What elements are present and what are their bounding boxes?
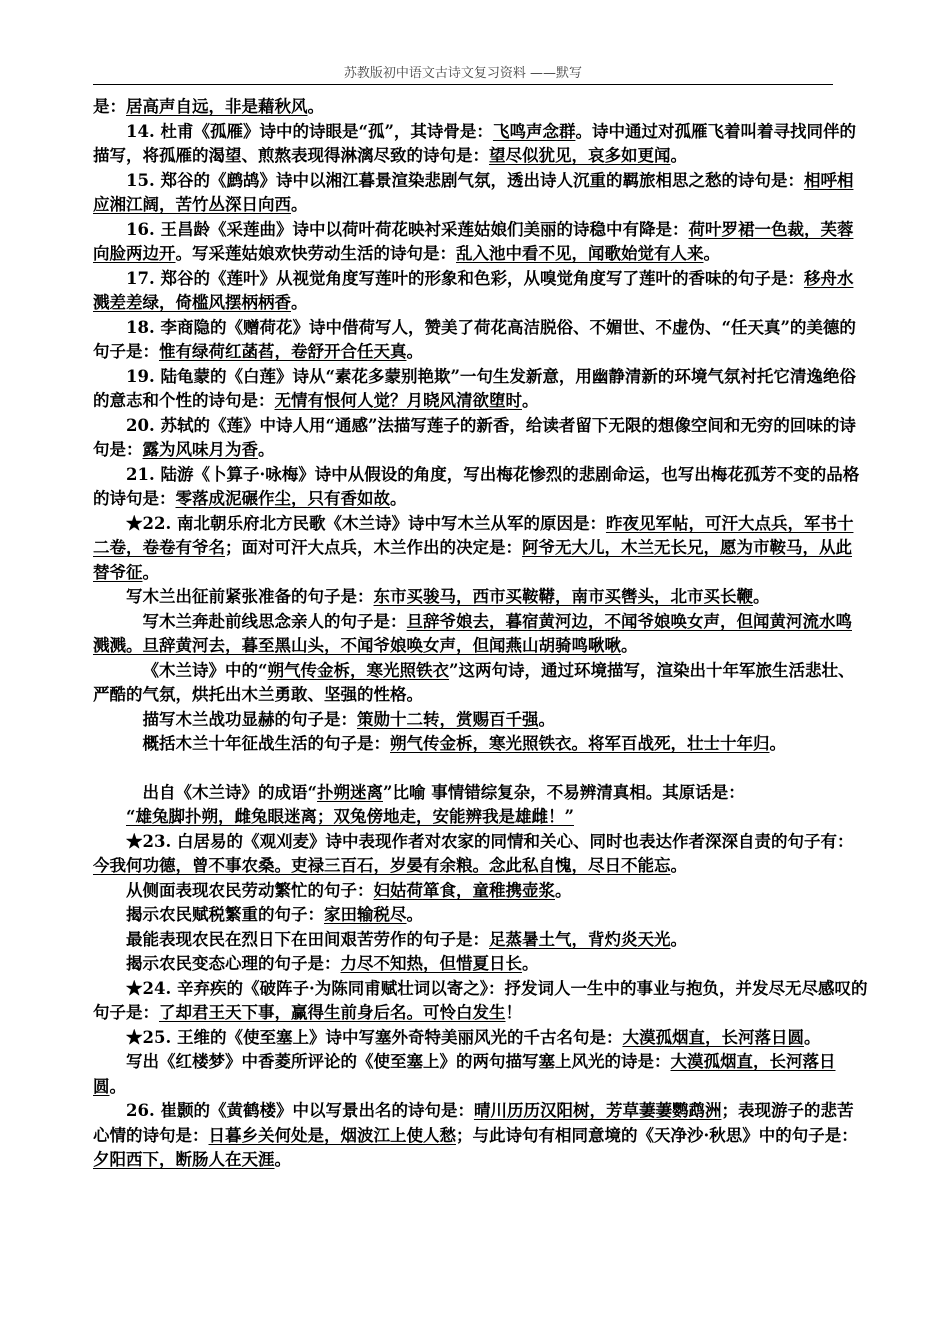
item-15: 15. 郑谷的《鹧鸪》诗中以湘江暮景渲染悲剧气氛，透出诗人沉重的羁旅相思之愁的诗句是：相呼相应湘江阔，苦竹丛深日向西。 (93, 170, 854, 214)
item-25: ★25. 王维的《使至塞上》诗中写塞外奇特美丽风光的千古名句是：大漠孤烟直，长河落日圆。 (126, 1027, 821, 1047)
answer: 妇姑荷箪食，童稚携壶浆 (373, 880, 555, 900)
answer: 策勋十二转，赏赐百千强 (357, 709, 539, 729)
answer: 日暮乡关何处是，烟波江上使人愁 (208, 1125, 456, 1145)
answer: 东市买骏马，西市买鞍鞯，南市买辔头，北市买长鞭 (373, 587, 753, 606)
answer: 零落成泥碾作尘，只有香如故 (175, 489, 390, 508)
header-divider (93, 84, 833, 85)
item-25-sub-1: 写出《红楼梦》中香菱所评论的《使至塞上》的两句描写塞上风光的诗是：大漠孤烟直，长河落日圆。 (93, 1052, 836, 1096)
item-22-sub-5: 概括木兰十年征战生活的句子是：朔气传金柝，寒光照铁衣。将军百战死，壮士十年归。 (142, 734, 786, 753)
item-21: 21. 陆游《卜算子·咏梅》诗中从假设的角度，写出梅花惨烈的悲剧命运，也写出梅花孤芳不变的品格的诗句是：零落成泥碾作尘，只有香如故。 (93, 464, 860, 508)
item-22-quote (93, 805, 868, 830)
answer: 飞鸣声念群 (492, 121, 576, 141)
answer: 朔气传金柝，寒光照铁衣。将军百战死，壮士十年归 (390, 734, 770, 753)
answer: 惟有绿荷红菡萏，卷舒开合任天真 (159, 342, 407, 361)
item-23-sub-1: 从侧面表现农民劳动繁忙的句子：妇姑荷箪食，童稚携壶浆。 (126, 880, 572, 900)
item-23-sub-4: 揭示农民变态心理的句子是：力尽不知热，但惜夏日长。 (126, 954, 539, 973)
answer: 相呼相应湘江阔，苦竹丛深日向西 (93, 170, 854, 214)
item-23-sub-3: 最能表现农民在烈日下在田间艰苦劳作的句子是：足蒸暑土气，背灼炎天光。 (126, 929, 687, 949)
star-icon: ★ (126, 831, 143, 851)
answer: 昨夜见军帖，可汗大点兵，军书十二卷，卷卷有爷名 (93, 513, 854, 557)
item-16: 16. 王昌龄《采莲曲》诗中以荷叶荷花映衬采莲姑娘们美丽的诗稳中有降是：荷叶罗裙一色裁，芙蓉向脸两边开。写采莲姑娘欢快劳动生活的诗句是：乱入池中看不见，闻歌始觉有人来。 (93, 219, 854, 263)
page-header: 苏教版初中语文古诗文复习资料 ——默写 (343, 66, 583, 81)
item-26: 26. 崔颢的《黄鹤楼》中以写景出名的诗句是：晴川历历汉阳树，芳草萋萋鹦鹉洲；表现游子的悲苦心情的诗句是：日暮乡关何处是，烟波江上使人愁；与此诗句有相同意境的《天净沙·秋思》中的句子是：夕阳西下，断肠人在天涯。 (93, 1101, 858, 1169)
item-22-sub-4: 描写木兰战功显赫的句子是：策勋十二转，赏赐百千强。 (142, 709, 555, 729)
answer: 阿爷无大儿，木兰无长兄，愿为市鞍马，从此替爷征 (93, 538, 852, 582)
item-23-sub-2: 揭示农民赋税繁重的句子：家田输税尽。 (126, 905, 423, 924)
item-14: 14. 杜甫《孤雁》诗中的诗眼是“孤”，其诗骨是：飞鸣声念群。诗中通过对孤雁飞着叫着寻找同伴的描写，将孤雁的渴望、煎熬表现得淋漓尽致的诗句是：望尽似犹见，哀多如更闻。 (93, 121, 856, 165)
item-18: 18. 李商隐的《赠荷花》诗中借荷写人，赞美了荷花高洁脱俗、不媚世、不虚伪、“任天真”的美德的句子是：惟有绿荷红菡萏，卷舒开合任天真。 (93, 317, 856, 361)
star-icon: ★ (126, 513, 143, 533)
item-22-sub-3: 《木兰诗》中的“朔气传金柝，寒光照铁衣”这两句诗，通过环境描写，渲染出十年军旅生活悲壮、严酷的气氛，烘托出木兰勇敢、坚强的性格。 (93, 660, 855, 704)
answer: 望尽似犹见，哀多如更闻 (489, 146, 671, 165)
answer: 朔气传金柝，寒光照铁衣 (267, 660, 449, 680)
answer: 乱入池中看不见，闻歌始觉有人来 (456, 244, 704, 263)
item-19: 19. 陆龟蒙的《白莲》诗从“素花多蒙别艳欺”一句生发新意，用幽静清新的环境气氛衬托它清逸绝俗的意志和个性的诗句是：无情有恨何人觉？月晓风清欲堕时。 (93, 366, 856, 410)
answer: 足蒸暑土气，背灼炎天光 (489, 929, 671, 949)
document-body (93, 95, 868, 1173)
answer: 旦辞爷娘去，暮宿黄河边，不闻爷娘唤女声，但闻黄河流水鸣溅溅。旦辞黄河去，暮至黑山头，不闻爷娘唤女声，但闻燕山胡骑鸣啾啾 (93, 611, 852, 655)
answer: 大漠孤烟直，长河落日圆 (622, 1027, 804, 1047)
answer: “雄兔脚扑朔，雌兔眼迷离；双兔傍地走，安能辨我是雄雌！” (126, 807, 574, 826)
answer: 露为风味月为香 (142, 440, 258, 459)
item-22-sub-2: 写木兰奔赴前线思念亲人的句子是：旦辞爷娘去，暮宿黄河边，不闻爷娘唤女声，但闻黄河流水鸣溅溅。旦辞黄河去，暮至黑山头，不闻爷娘唤女声，但闻燕山胡骑鸣啾啾。 (93, 611, 852, 655)
answer: 力尽不知热，但惜夏日长 (340, 954, 522, 973)
item-23: ★23. 白居易的《观刈麦》诗中表现作者对农家的同情和关心、同时也表达作者深深自责的句子有：今我何功德，曾不事农桑。吏禄三百石，岁晏有余粮。念此私自愧，尽日不能忘。 (93, 831, 854, 875)
item-24: ★24. 辛弃疾的《破阵子·为陈同甫赋壮词以寄之》：抒发词人一生中的事业与抱负，并发尽无尽感叹的句子是：了却君王天下事，赢得生前身后名。可怜白发生！ (93, 978, 868, 1022)
item-22: ★22. 南北朝乐府北方民歌《木兰诗》诗中写木兰从军的原因是：昨夜见军帖，可汗大点兵，军书十二卷，卷卷有爷名；面对可汗大点兵，木兰作出的决定是：阿爷无大儿，木兰无长兄，愿为市鞍马，从此替爷征。 (93, 513, 854, 582)
answer: 晴川历历汉阳树，芳草萋萋鹦鹉洲 (473, 1101, 722, 1120)
answer: 扑朔迷离 (317, 782, 383, 802)
item-22-sub-6: 出自《木兰诗》的成语“扑朔迷离”比喻 事情错综复杂，不易辨清真相。其原话是： (142, 782, 745, 802)
item-13-continued: 是：居高声自远，非是藉秋风。 (93, 97, 324, 116)
answer: 大漠孤烟直，长河落日圆 (93, 1052, 836, 1096)
answer: 无情有恨何人觉？月晓风清欲堕时 (274, 391, 522, 410)
star-icon: ★ (126, 1027, 143, 1047)
answer: 家田输税尽 (324, 905, 407, 924)
answer: 荷叶罗裙一色裁，芙蓉向脸两边开 (93, 219, 854, 263)
item-22-sub-1: 写木兰出征前紧张准备的句子是：东市买骏马，西市买鞍鞯，南市买辔头，北市买长鞭。 (126, 587, 770, 606)
answer: 居高声自远，非是藉秋风 (126, 97, 308, 116)
answer: 了却君王天下事，赢得生前身后名。可怜白发生 (159, 1003, 506, 1022)
item-17: 17. 郑谷的《莲叶》从视觉角度写莲叶的形象和色彩，从嗅觉角度写了莲叶的香味的句子是：移舟水溅差差绿，倚槛风摆柄柄香。 (93, 268, 854, 312)
star-icon: ★ (126, 978, 143, 998)
answer: 今我何功德，曾不事农桑。吏禄三百石，岁晏有余粮。念此私自愧，尽日不能忘 (93, 856, 671, 875)
answer: 移舟水溅差差绿，倚槛风摆柄柄香 (93, 268, 854, 312)
blank-line (93, 757, 868, 781)
answer: 夕阳西下，断肠人在天涯 (93, 1150, 275, 1169)
item-20: 20. 苏轼的《莲》中诗人用“通感”法描写莲子的新香，给读者留下无限的想像空间和无穷的回味的诗句是：露为风味月为香。 (93, 415, 856, 459)
